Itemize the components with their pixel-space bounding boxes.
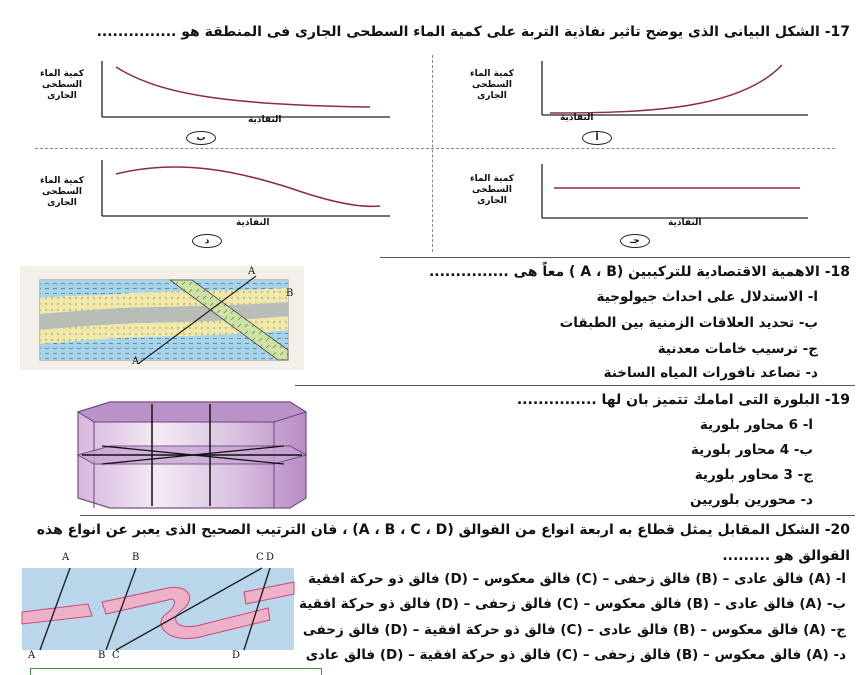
q18-geology-section — [20, 266, 304, 370]
ylabel-line2: السطحى الجارى — [472, 80, 512, 101]
q19-option-1[interactable]: ا- 6 محاور بلورية — [699, 417, 813, 433]
graph-a-letter: أ — [582, 131, 612, 145]
q20-label-top-c: C — [256, 552, 264, 563]
graph-divider-horizontal — [35, 148, 835, 149]
question-20-text-line1: 20- الشكل المقابل يمثل قطاع به اربعة انواع من الفوالق (A ، B ، C ، D) ، فان الترتيب الصحيح الذى يعبر عن انواع هذه — [36, 522, 850, 538]
graph-a-xlabel: النفاذية — [560, 113, 594, 123]
graph-b-letter: ب — [186, 131, 216, 145]
ylabel-line1: كمية الماء — [39, 69, 84, 79]
question-19-text: 19- البلورة التى امامك تتميز بان لها ............... — [516, 392, 850, 408]
separator-18 — [380, 257, 850, 258]
ylabel-line1: كمية الماء — [469, 174, 514, 184]
q19-option-4[interactable]: د- محورين بلوريين — [689, 492, 813, 508]
ylabel-line2: السطحى الجارى — [472, 185, 512, 206]
q18-option-4[interactable]: د- تصاعد نافورات المياه الساخنة — [603, 365, 818, 381]
graph-d-letter: د — [192, 234, 222, 248]
q20-option-2[interactable]: ب- (A) فالق عادى – (B) فالق معكوس – (C) فالق زحفى – (D) فالق ذو حركة افقية — [299, 596, 846, 612]
question-18-text: 18- الاهمية الاقتصادية للتركيبين (A ، B ) معاً هى ............... — [428, 264, 850, 280]
graph-d-plot — [40, 152, 420, 252]
q20-label-bottom-a: A — [28, 650, 36, 661]
graph-b-plot — [40, 55, 420, 147]
separator-19 — [295, 385, 855, 386]
graph-d — [40, 152, 420, 252]
ylabel-line1: كمية الماء — [469, 69, 514, 79]
graph-c-xlabel: النفاذية — [668, 218, 702, 228]
question-17-text: 17- الشكل البيانى الذى يوضح تاثير نفاذية التربة على كمية الماء السطحى الجارى فى المنطقة هو ............... — [96, 24, 850, 40]
graph-c-plot — [470, 152, 830, 252]
hexagonal-crystal — [62, 398, 312, 512]
fault-section — [18, 552, 300, 668]
q18-option-1[interactable]: ا- الاستدلال على احداث جيولوجية — [596, 289, 818, 305]
graph-b-xlabel: النفاذية — [248, 115, 282, 125]
q18-label-a-top: A — [248, 266, 256, 277]
graph-c-letter: جـ — [620, 234, 650, 248]
graph-c — [470, 152, 830, 252]
separator-20 — [80, 515, 855, 516]
q19-option-3[interactable]: ج- 3 محاور بلورية — [694, 467, 813, 483]
question-20-text-line2: الفوالق هو ......... — [722, 548, 850, 564]
graph-d-curve — [116, 167, 380, 206]
q18-figure — [20, 266, 304, 370]
q20-option-1[interactable]: ا- (A) فالق عادى – (B) فالق زحفى – (C) فالق معكوس – (D) فالق ذو حركة افقية — [307, 571, 846, 587]
q20-option-4[interactable]: د- (A) فالق معكوس – (B) فالق زحفى – (C) فالق ذو حركة افقية – (D) فالق عادى — [305, 647, 846, 663]
q20-label-top-a: A — [62, 552, 70, 563]
q20-figure — [18, 552, 300, 668]
q18-option-2[interactable]: ب- تحديد العلاقات الزمنية بين الطبقات — [559, 315, 818, 331]
q18-label-a-bottom: A — [132, 356, 140, 367]
ylabel-line2: السطحى الجارى — [42, 187, 82, 208]
ylabel-line2: السطحى الجارى — [42, 80, 82, 101]
graph-divider-vertical — [432, 55, 433, 252]
q20-option-3[interactable]: ج- (A) فالق معكوس – (B) فالق عادى – (C) فالق ذو حركة افقية – (D) فالق زحفى — [302, 622, 846, 638]
q18-label-b: B — [286, 288, 294, 299]
q20-label-bottom-b: B — [98, 650, 106, 661]
q19-option-2[interactable]: ب- 4 محاور بلورية — [690, 442, 813, 458]
graph-a — [470, 55, 830, 147]
ylabel-line1: كمية الماء — [39, 176, 84, 186]
q18-option-3[interactable]: ج- ترسيب خامات معدنية — [657, 341, 818, 357]
graph-b-curve — [116, 67, 370, 107]
q19-crystal — [62, 398, 312, 512]
q20-label-bottom-c: C — [112, 650, 120, 661]
graph-a-plot — [470, 55, 830, 147]
q20-label-top-d: D — [266, 552, 275, 563]
q20-label-top-b: B — [132, 552, 140, 563]
graph-d-xlabel: النفاذية — [236, 218, 270, 228]
graph-a-curve — [550, 65, 782, 113]
graph-b — [40, 55, 420, 147]
q20-label-bottom-d: D — [232, 650, 241, 661]
